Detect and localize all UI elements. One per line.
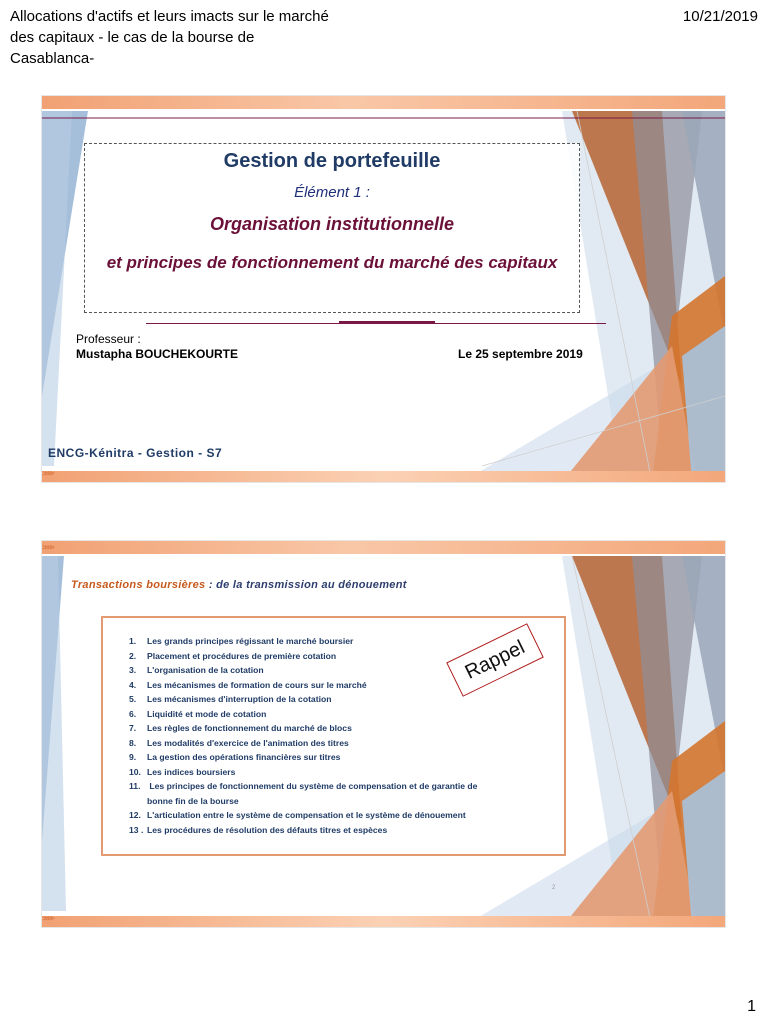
list-item: 6. Liquidité et mode de cotation	[129, 708, 267, 719]
chevron-icon: >>>>	[42, 469, 53, 478]
list-item: 10. Les indices boursiers	[129, 766, 236, 777]
subtitle-line-1: Organisation institutionnelle	[209, 214, 454, 234]
slide-title	[71, 579, 407, 591]
slide-title-rest: : de la transmission au dénouement	[205, 579, 407, 591]
slide-title: Gestion de portefeuille	[223, 150, 441, 172]
page-number: 1	[747, 998, 756, 1015]
chevron-icon: >>>>	[42, 543, 53, 552]
list-item: 13 . Les procédures de résolution des défauts titres et espèces	[129, 824, 388, 835]
slide-title-accent: Transactions boursières	[71, 579, 206, 591]
presentation-date: Le 25 septembre 2019	[458, 347, 583, 361]
document-title: Allocations d'actifs et leurs imacts sur le marché des capitaux - le cas de la bourse de Casablanca-	[10, 8, 329, 67]
top-accent-bar	[42, 541, 725, 554]
list-item: 2. Placement et procédures de première cotation	[129, 650, 337, 661]
rappel-stamp: Rappel	[446, 623, 544, 697]
list-item: 7. Les règles de fonctionnement du marché de blocs	[129, 723, 352, 733]
bottom-accent-bar	[42, 916, 725, 927]
bottom-accent-bar	[42, 471, 725, 482]
list-item: 8. Les modalités d'exercice de l'animation des titres	[129, 737, 349, 748]
list-item: 9. La gestion des opérations financières sur titres	[129, 752, 341, 762]
top-accent-bar	[42, 96, 725, 109]
list-item: 3. L'organisation de la cotation	[129, 665, 264, 675]
list-item: 12. L'articulation entre le système de compensation et le système de dénouement	[129, 810, 466, 820]
list-item: 1. Les grands principes régissant le marché boursier	[129, 636, 354, 646]
list-item: 5. Les mécanismes d'interruption de la cotation	[129, 694, 332, 704]
slide-2	[42, 541, 725, 927]
slide-number: 2	[552, 885, 556, 891]
list-item-continuation: bonne fin de la bourse	[147, 795, 239, 806]
divider-accent	[339, 321, 435, 324]
slide-1	[42, 96, 725, 482]
subtitle-line-2: et principes de fonctionnement du marché des capitaux	[106, 253, 558, 272]
professor-label: Professeur :	[76, 332, 141, 346]
element-label: Élément 1 :	[294, 184, 370, 201]
list-item: 11. Les principes de fonctionnement du système de compensation et de garantie de	[129, 781, 478, 791]
document-date: 10/21/2019	[682, 8, 758, 25]
slide-footer: ENCG-Kénitra - Gestion - S7	[48, 446, 223, 460]
list-item: 4. Les mécanismes de formation de cours sur le marché	[129, 679, 367, 690]
title-box	[84, 143, 580, 313]
chevron-icon: >>>>	[42, 914, 53, 923]
professor-name: Mustapha BOUCHEKOURTE	[76, 347, 239, 361]
